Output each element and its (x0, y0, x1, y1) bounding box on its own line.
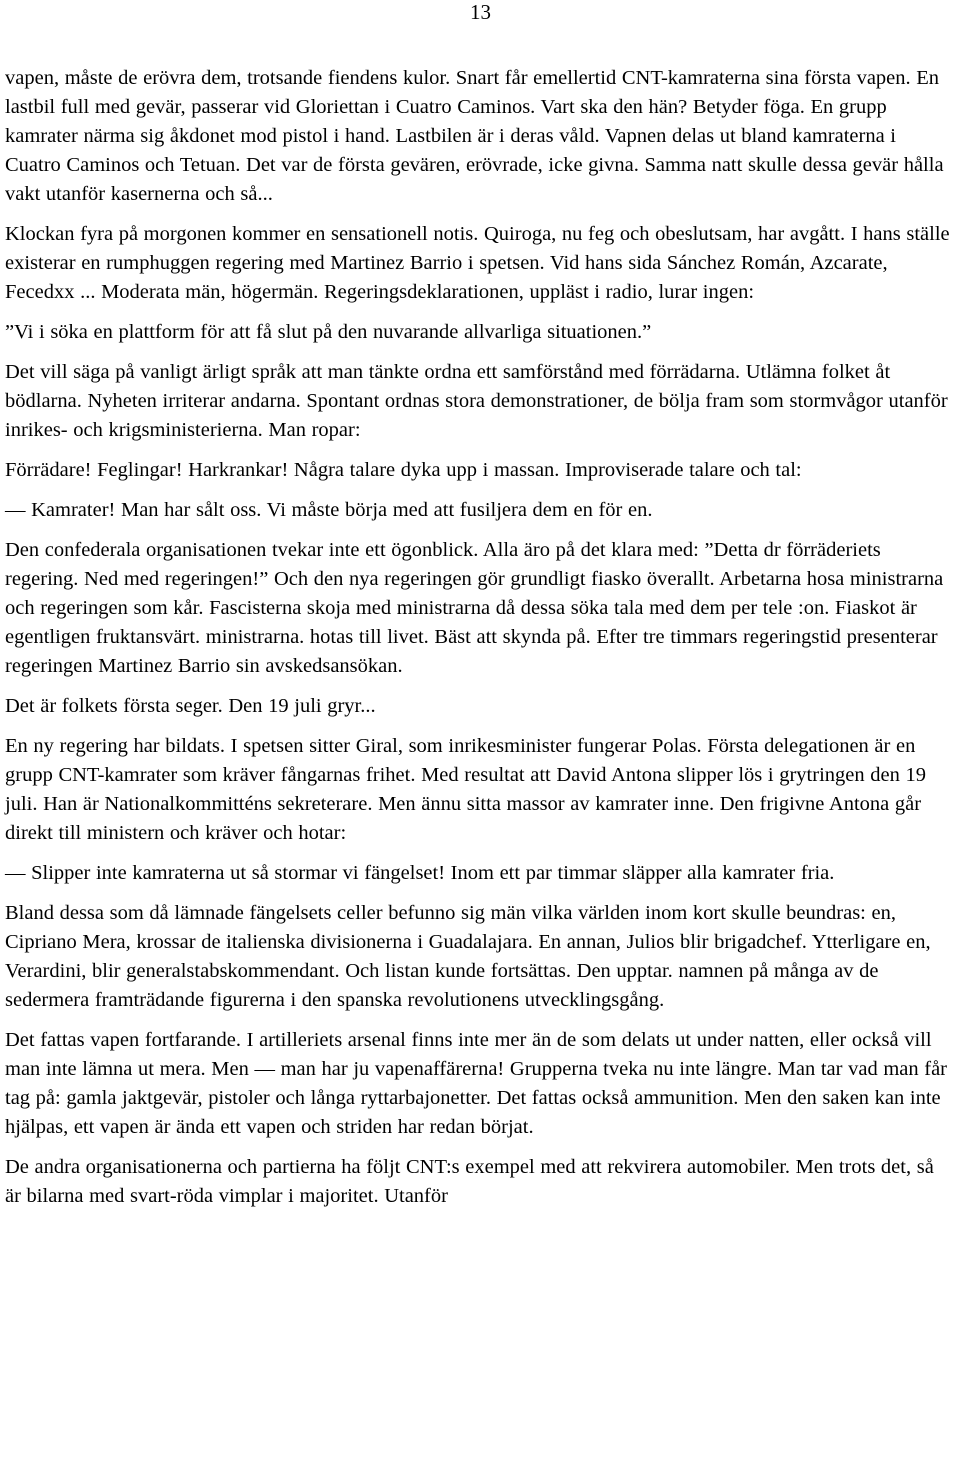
paragraph: De andra organisationerna och partierna ha följt CNT:s exempel med att rekvirera automobiler. Men trots det, så är bilarna med svart-röda vimplar i majoritet. Utanför (5, 1156, 934, 1207)
paragraph: Klockan fyra på morgonen kommer en sensationell notis. Quiroga, nu feg och obeslutsam, har avgått. I hans ställe existerar en rumphuggen regering med Martinez Barrio i spetsen. Vid hans sida Sánchez Román, Azcarate, Fecedxx ... Moderata män, högermän. Regeringsdeklarationen, uppläst i radio, lurar ingen: (5, 223, 950, 303)
document-body (5, 64, 955, 1222)
paragraph: Det är folkets första seger. Den 19 juli gryr... (5, 695, 376, 717)
paragraph: vapen, måste de erövra dem, trotsande fiendens kulor. Snart får emellertid CNT-kamraterna sina första vapen. En lastbil full med gevär, passerar vid Gloriettan i Cuatro Caminos. Vart ska den hän? Betyder föga. En grupp kamrater närma sig åkdonet mod pistol i hand. Lastbilen är i deras våld. Vapnen delas ut bland kamraterna i Cuatro Caminos och Tetuan. Det var de första gevären, erövrade, icke givna. Samma natt skulle dessa gevär hålla vakt utanför kasernerna och så... (5, 67, 944, 205)
dialogue-paragraph: — Kamrater! Man har sålt oss. Vi måste börja med att fusiljera dem en för en. (5, 499, 653, 521)
paragraph: Förrädare! Feglingar! Harkrankar! Några talare dyka upp i massan. Improviserade talare och tal: (5, 459, 802, 481)
paragraph: En ny regering har bildats. I spetsen sitter Giral, som inrikesminister fungerar Polas. Första delegationen är en grupp CNT-kamrater som kräver fångarnas frihet. Med resultat att David Antona slipper lös i grytringen den 19 juli. Han är Nationalkommitténs sekreterare. Men ännu sitta massor av kamrater inne. Den frigivne Antona går direkt till ministern och kräver och hotar: (5, 735, 926, 844)
dialogue-paragraph: — Slipper inte kamraterna ut så stormar vi fängelset! Inom ett par timmar släpper alla kamrater fria. (5, 862, 835, 884)
page-number: 13 (470, 0, 491, 24)
paragraph: Det fattas vapen fortfarande. I artilleriets arsenal finns inte mer än de som delats ut under natten, eller också vill man inte lämna ut mera. Men — man har ju vapenaffärerna! Grupperna tveka nu inte längre. Man tar vad man får tag på: gamla jaktgevär, pistoler och långa ryttarbajonetter. Det fattas också ammunition. Men den saken kan inte hjälpas, ett vapen är ända ett vapen och striden har redan börjat. (5, 1029, 947, 1138)
quote-paragraph: ”Vi i söka en plattform för att få slut på den nuvarande allvarliga situationen.” (5, 321, 652, 343)
paragraph: Det vill säga på vanligt ärligt språk att man tänkte ordna ett samförstånd med förrädarna. Utlämna folket åt bödlarna. Nyheten irriterar andarna. Spontant ordnas stora demonstrationer, de bölja fram som stormvågor utanför inrikes- och krigsministerierna. Man ropar: (5, 361, 948, 441)
paragraph: Bland dessa som då lämnade fängelsets celler befunno sig män vilka världen inom kort skulle beundras: en, Cipriano Mera, krossar de italienska divisionerna i Guadalajara. En annan, Julios blir brigadchef. Ytterligare en, Verardini, blir generalstabskommendant. Och listan kunde fortsättas. Den upptar. namnen på många av de sedermera framträdande figurerna i den spanska revolutionens utvecklingsgång. (5, 902, 931, 1011)
paragraph: Den confederala organisationen tvekar inte ett ögonblick. Alla äro på det klara med: ”Detta dr förräderiets regering. Ned med regeringen!” Och den nya regeringen gör grundligt fiasko överallt. Arbetarna hosa ministrarna och regeringen som kår. Fascisterna skoja med ministrarna då dessa söka tala med dem per tele :on. Fiaskot är egentligen fruktansvärt. ministrarna. hotas till livet. Bäst att skynda på. Efter tre timmars regeringstid presenterar regeringen Martinez Barrio sin avskedsansökan. (5, 539, 944, 677)
